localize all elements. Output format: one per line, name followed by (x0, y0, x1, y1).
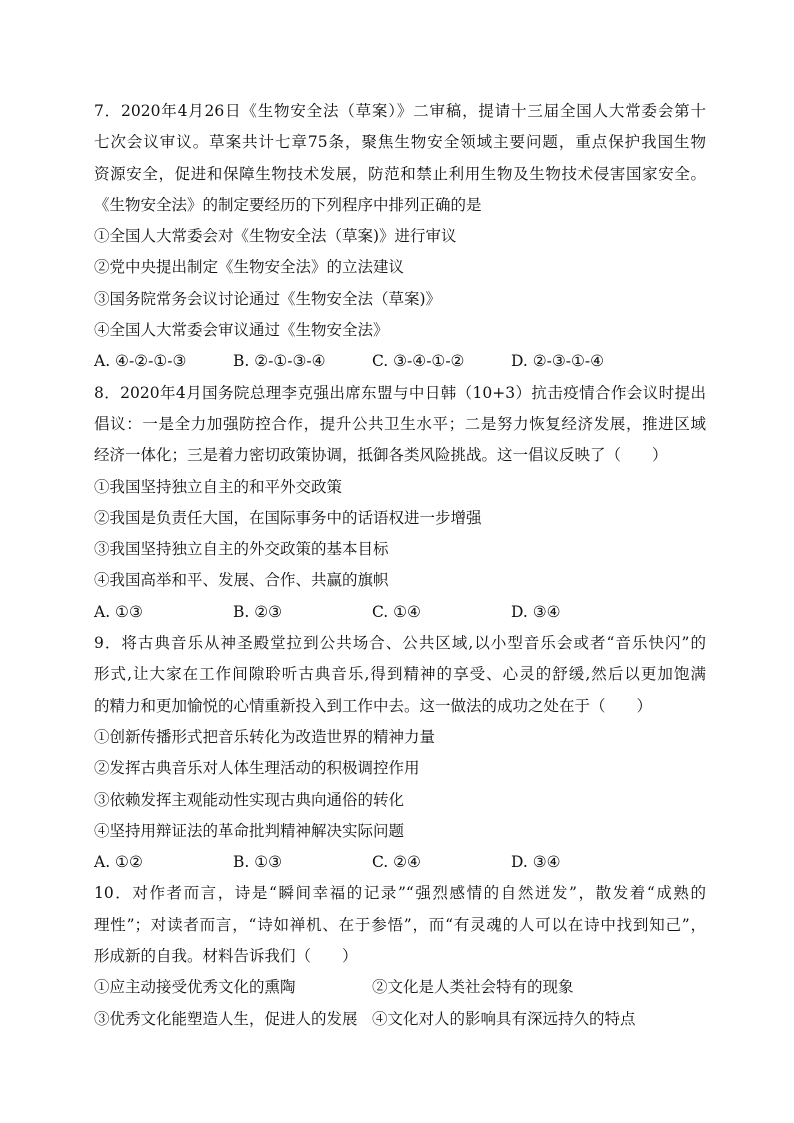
question-stem-line: 理性”；对读者而言，“诗如禅机、在于参悟”，而“有灵魂的人可以在诗中找到知己”， (94, 915, 706, 934)
question-stem-line: 10．对作者而言，诗是“瞬间幸福的记录”“强烈感情的自然迸发”，散发着“成熟的 (94, 884, 706, 903)
question-10 (94, 878, 706, 1034)
question-stem-line: 的精力和更加愉悦的心情重新投入到工作中去。这一做法的成功之处在于（ ） (94, 696, 653, 715)
statement-option-row (94, 972, 706, 1003)
statement-option: ③优秀文化能塑造人生，促进人的发展 (94, 1009, 358, 1028)
question-stem-line: 《生物安全法》的制定要经历的下列程序中排列正确的是 (94, 195, 482, 214)
statement-option: ①我国坚持独立自主的和平外交政策 (94, 477, 343, 496)
statement-option: ④文化对人的影响具有深远持久的特点 (372, 1009, 636, 1028)
question-7 (94, 96, 706, 378)
question-stem-line: 形成新的自我。材料告诉我们（ ） (94, 947, 358, 966)
statement-option: ③我国坚持独立自主的外交政策的基本目标 (94, 540, 389, 559)
answer-choice-c: C. ③-④-①-② (372, 352, 465, 371)
question-8 (94, 378, 706, 628)
statement-option: ④全国人大常委会审议通过《生物安全法》 (94, 321, 389, 340)
statement-option: ②文化是人类社会特有的现象 (372, 978, 574, 997)
statement-option: ①全国人大常委会对《生物安全法（草案)》进行审议 (94, 227, 457, 246)
answer-choices (94, 346, 706, 377)
answer-choice-d: D. ③④ (511, 602, 561, 621)
statement-option: ②党中央提出制定《生物安全法》的立法建议 (94, 258, 405, 277)
statement-option: ①应主动接受优秀文化的熏陶 (94, 978, 296, 997)
statement-option: ②发挥古典音乐对人体生理活动的积极调控作用 (94, 759, 420, 778)
answer-choice-c: C. ②④ (372, 853, 421, 872)
answer-choice-c: C. ①④ (372, 602, 421, 621)
answer-choice-b: B. ①③ (233, 853, 283, 872)
answer-choice-a: A. ④-②-①-③ (94, 352, 187, 371)
question-stem-line: 7．2020年4月26日《生物安全法（草案）》二审稿，提请十三届全国人大常委会第十 (94, 102, 706, 120)
question-9 (94, 628, 706, 878)
statement-option-row (94, 1004, 706, 1035)
statement-option: ①创新传播形式把音乐转化为改造世界的精神力量 (94, 727, 436, 746)
statement-option: ④坚持用辩证法的革命批判精神解决实际问题 (94, 821, 405, 840)
answer-choice-b: B. ②-①-③-④ (233, 352, 326, 371)
question-stem-line: 经济一体化；三是着力密切政策协调，抵御各类风险挑战。这一倡议反映了（ ） (94, 446, 668, 465)
statement-option: ③依赖发挥主观能动性实现古典向通俗的转化 (94, 790, 405, 809)
question-stem-line: 形式,让大家在工作间隙聆听古典音乐,得到精神的享受、心灵的舒缓,然后以更加饱满 (94, 665, 706, 684)
answer-choice-a: A. ①③ (94, 602, 143, 621)
answer-choice-d: D. ③④ (511, 853, 561, 872)
statement-option: ③国务院常务会议讨论通过《生物安全法（草案)》 (94, 289, 442, 308)
question-stem-line: 9．将古典音乐从神圣殿堂拉到公共场合、公共区域,以小型音乐会或者“音乐快闪”的 (94, 634, 706, 653)
question-stem-line: 倡议：一是全力加强防控合作，提升公共卫生水平；二是努力恢复经济发展，推进区域 (94, 414, 706, 433)
statement-option: ④我国高举和平、发展、合作、共赢的旗帜 (94, 571, 389, 590)
question-stem-line: 资源安全，促进和保障生物技术发展，防范和禁止利用生物及生物技术侵害国家安全。 (94, 164, 706, 183)
exam-page (94, 96, 706, 1035)
answer-choice-a: A. ①② (94, 853, 143, 872)
statement-option: ②我国是负责任大国，在国际事务中的话语权进一步增强 (94, 508, 482, 527)
answer-choices (94, 597, 706, 628)
answer-choice-b: B. ②③ (233, 602, 283, 621)
question-stem-line: 8．2020年4月国务院总理李克强出席东盟与中日韩（10+3）抗击疫情合作会议时提出 (94, 383, 706, 402)
answer-choice-d: D. ②-③-①-④ (511, 352, 605, 371)
answer-choices (94, 847, 706, 878)
question-stem-line: 七次会议审议。草案共计七章75条，聚焦生物安全领域主要问题，重点保护我国生物 (94, 133, 706, 152)
